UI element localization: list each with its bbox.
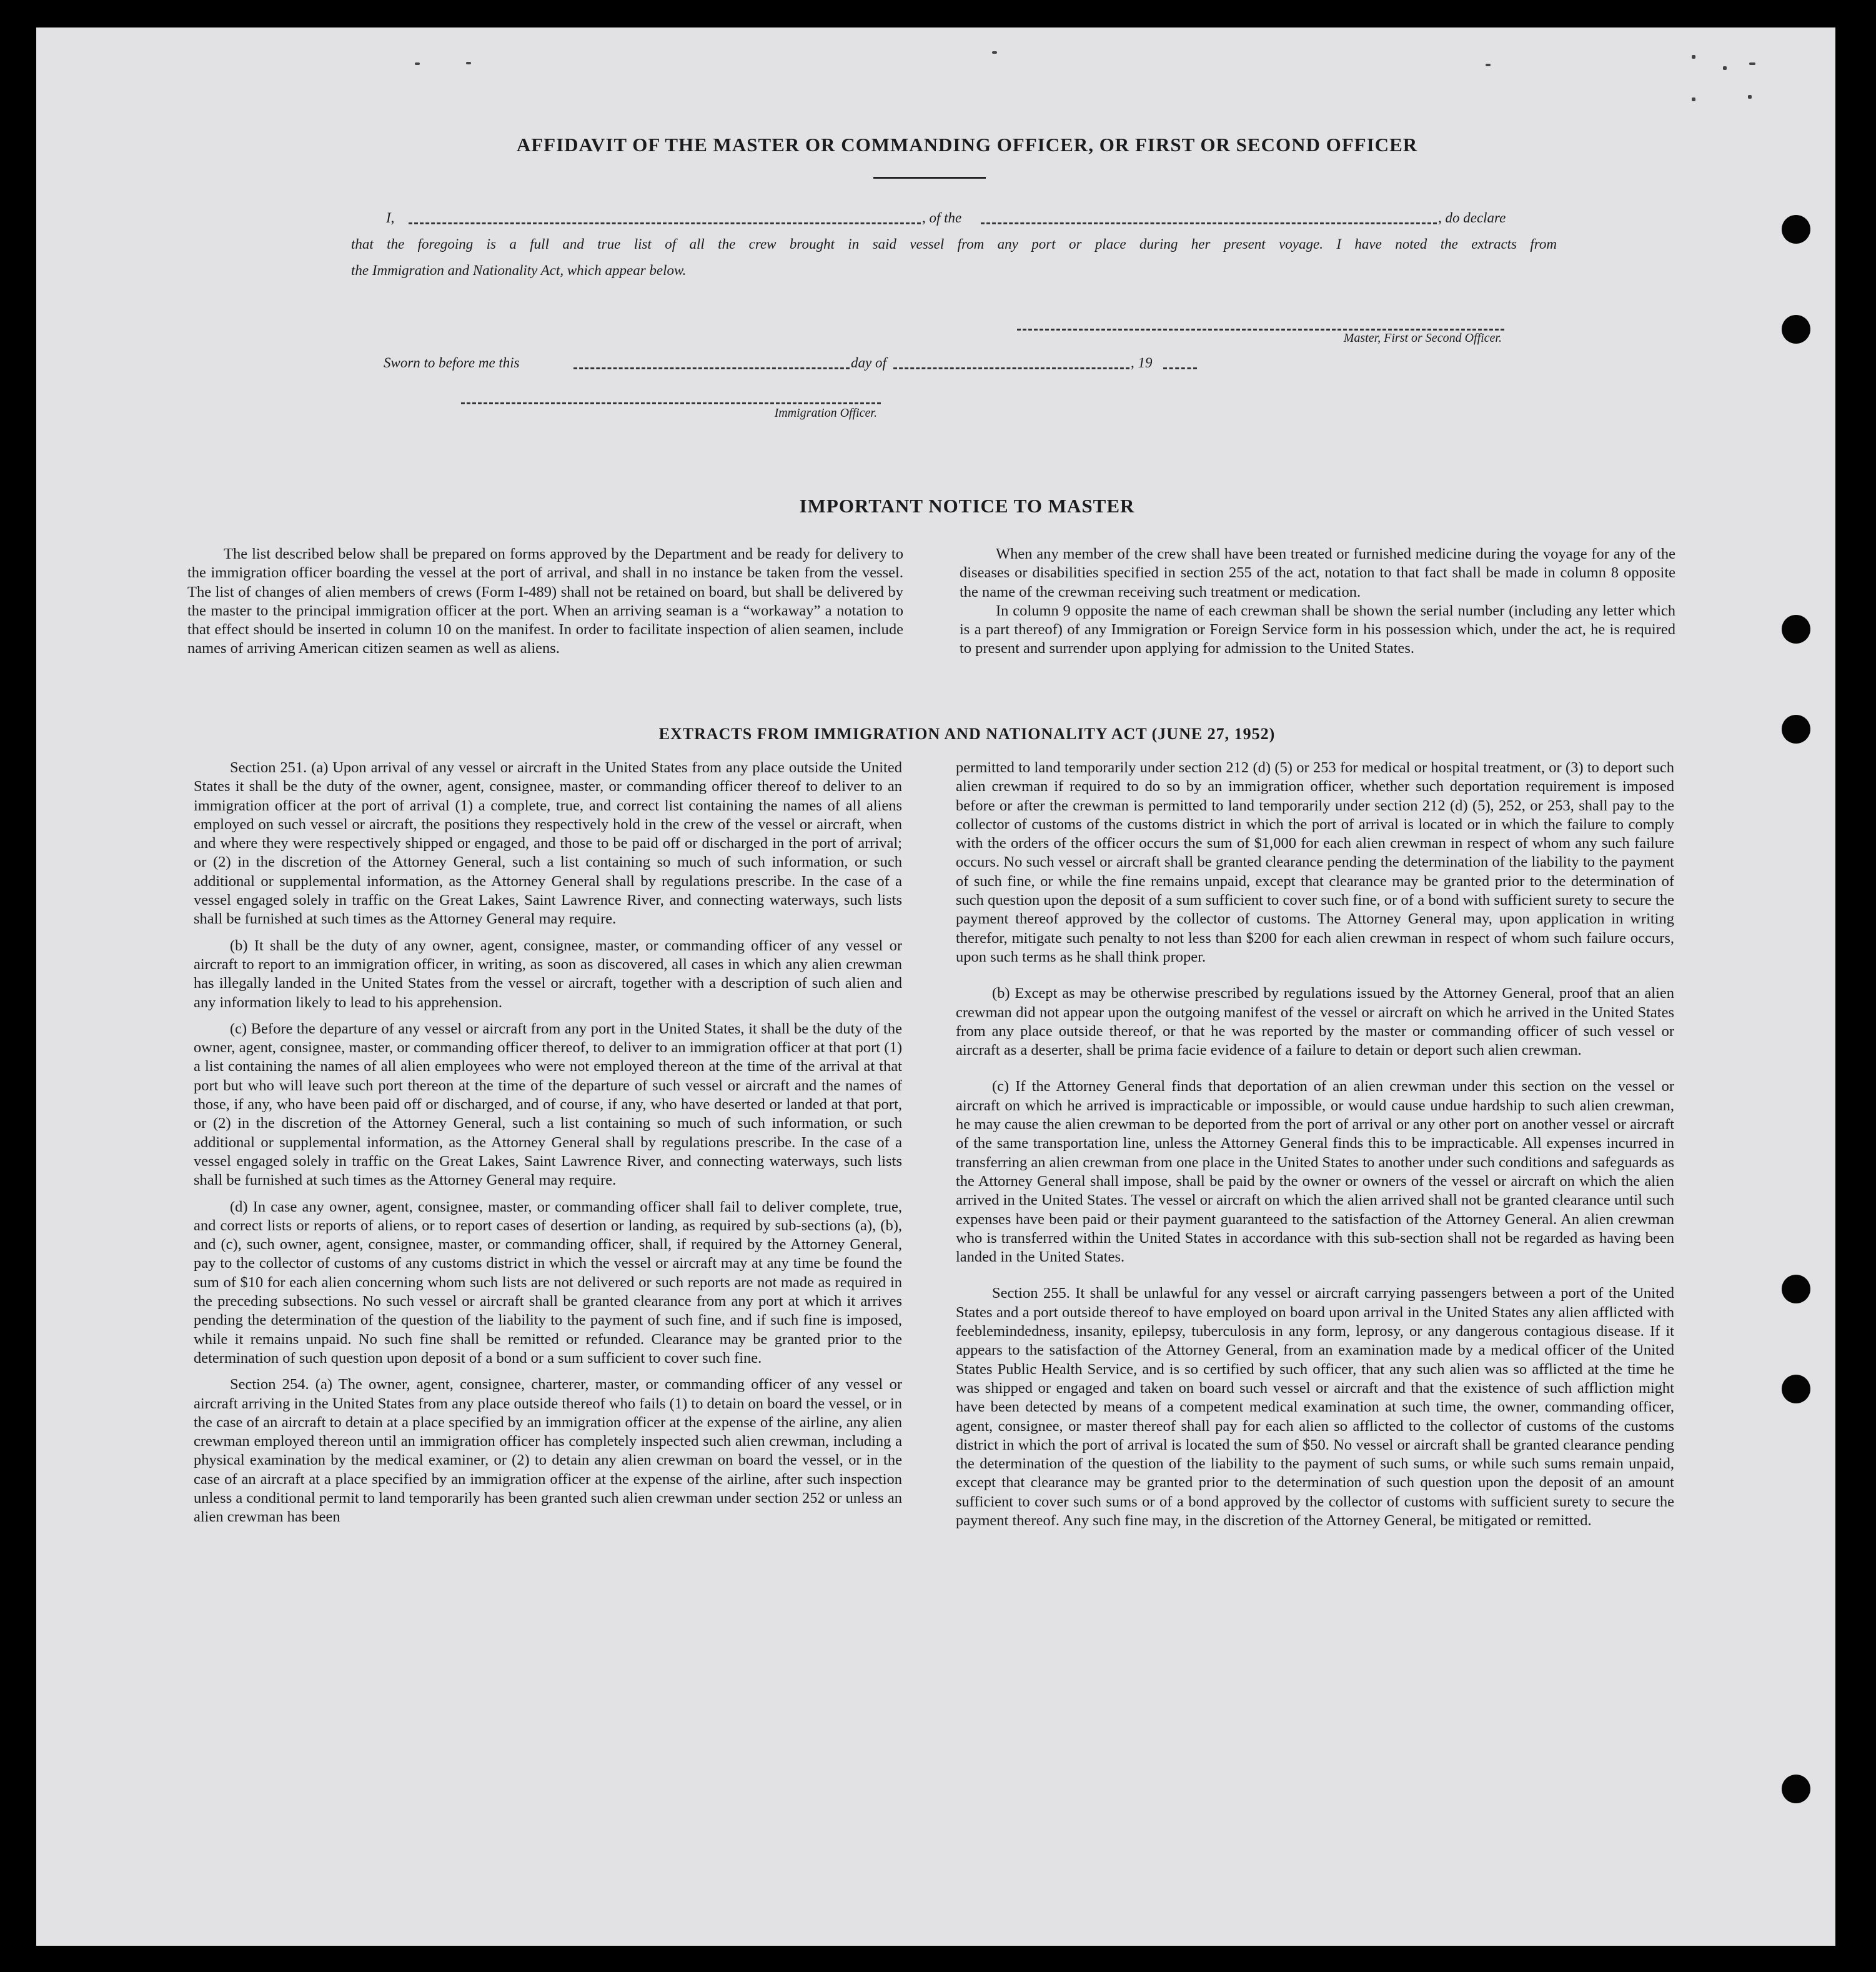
notice-left-column <box>187 545 903 659</box>
sworn-label: Sworn to before me this <box>384 355 520 371</box>
binder-hole <box>1782 1775 1810 1803</box>
notice-left-paragraph: The list described below shall be prepared on forms approved by the Department and be ready for delivery to the immigration officer boarding the vessel at the port of arrival, and shall in no instance be taken from the vessel. The list of changes of alien members of crews (Form I-489) shall not be retained on board, but shall be delivered by the master to the principal immigration officer at the port. When an arriving seaman is a “workaway” a notation to that effect should be inserted in column 10 on the manifest. In order to facilitate inspection of alien seamen, include names of arriving American citizen seamen as well as aliens. <box>187 545 903 657</box>
extracts-title: EXTRACTS FROM IMMIGRATION AND NATIONALITY ACT (JUNE 27, 1952) <box>658 725 1276 743</box>
extracts-right-column <box>956 759 1674 1530</box>
master-signature-label: Master, First or Second Officer. <box>1343 331 1502 345</box>
binder-hole <box>1782 1275 1810 1303</box>
year-label: , 19 <box>1131 355 1153 371</box>
binder-hole <box>1782 215 1810 244</box>
do-declare-label: , do declare <box>1438 210 1506 226</box>
immigration-officer-label: Immigration Officer. <box>774 406 877 420</box>
section-254-b: (b) Except as may be otherwise prescribed by regulations issued by the Attorney General, proof that an alien crewman did not appear upon the outgoing manifest of the vessel or aircraft on which he arrived in the United States from any place outside thereof, or that he was reported by the master or commanding officer of such vessel or aircraft as a deserter, shall be prima facie evidence of a failure to detain or deport such alien crewman. <box>956 985 1674 1059</box>
document-page <box>36 27 1835 1946</box>
scan-speck <box>1749 62 1755 65</box>
scan-speck <box>1486 64 1491 66</box>
scan-speck <box>466 62 471 64</box>
section-255: Section 255. It shall be unlawful for any vessel or aircraft carrying passengers between a port of the United States and a port outside thereof to have employed on board upon arrival in the United States any alien afflicted with feeblemindedness, insanity, epilepsy, tuberculosis in any form, leprosy, or any dangerous contagious disease. If it appears to the satisfaction of the Attorney General, from an examination made by a medical officer of the United States Public Health Service, and is so certified by such officer, that any such alien was so afflicted at the time he was shipped or engaged and taken on board such vessel or aircraft and that the existence of such affliction might have been detected by means of a competent medical examination at such time, the owner, commanding officer, agent, consignee, or master thereof shall pay for each alien so afflicted to the collector of customs of the customs district in which the port of arrival is located the sum of $50. No vessel or aircraft shall be granted clearance pending the determination of the question of the liability to the payment of such sums, or while such sums remain unpaid, except that clearance may be granted prior to the determination of such question upon the deposit of an amount sufficient to cover such sums or of a bond approved by the collector of customs with sufficient surety to secure the payment thereof. Any such fine may, in the discretion of the Attorney General, be mitigated or remitted. <box>956 1285 1674 1529</box>
notice-title: IMPORTANT NOTICE TO MASTER <box>799 495 1135 517</box>
scan-speck <box>1692 97 1695 101</box>
scan-speck <box>992 51 997 54</box>
section-254-a: Section 254. (a) The owner, agent, consignee, charterer, master, or commanding officer of any vessel or aircraft arriving in the United States from any place outside thereof who fails (1) to detain on board the vessel, or in the case of an aircraft to detain at a place specified by an immigration officer at the expense of the airline, any alien crewman employed thereon until an immigration officer has completely inspected such alien crewman, including a physical examination by the medical examiner, or (2) to detain any alien crewman on board the vessel, or in the case of an aircraft at a place specified by an immigration officer at the expense of the airline, after such inspection unless a conditional permit to land temporarily has been granted such alien crewman under section 252 or unless an alien crewman has been <box>194 1376 902 1526</box>
of-the-label: , of the <box>922 210 962 226</box>
affidavit-i-label: I, <box>386 210 395 226</box>
declaration-line-2: the Immigration and Nationality Act, which appear below. <box>351 262 687 278</box>
vessel-name-field[interactable] <box>981 222 1437 224</box>
binder-hole <box>1782 1375 1810 1403</box>
section-251-b: (b) It shall be the duty of any owner, agent, consignee, master, or commanding officer of any vessel or aircraft to report to an immigration officer, in writing, as soon as discovered, all cases in which any alien crewman has illegally landed in the United States from the vessel or aircraft, together with a description of such alien and any information likely to lead to his apprehension. <box>194 937 902 1011</box>
master-signature-field[interactable] <box>1017 329 1504 331</box>
affidavit-title: AFFIDAVIT OF THE MASTER OR COMMANDING OFFICER, OR FIRST OR SECOND OFFICER <box>516 134 1418 156</box>
section-251-c: (c) Before the departure of any vessel or aircraft from any port in the United States, it shall be the duty of the owner, agent, consignee, master, or commanding officer thereof, to deliver to an immigration officer at that port (1) a list containing the names of all alien employees who were not employed thereon at the time of the arrival at that port but who will leave such port thereon at the time of the departure of such vessel or aircraft and the names of those, if any, who have been paid off or discharged, and of course, if any, who have deserted or landed at that port, or (2) in the discretion of the Attorney General, such a list containing so much of such information, or such additional or supplemental information, as the Attorney General shall by regulations prescribe. In the case of a vessel engaged solely in traffic on the Great Lakes, Saint Lawrence River, and connecting waterways, such lists shall be furnished at such times as the Attorney General may require. <box>194 1020 902 1189</box>
master-name-field[interactable] <box>409 222 921 224</box>
section-254-a-continued: permitted to land temporarily under section 212 (d) (5) or 253 for medical or hospital treatment, or (3) to deport such alien crewman if required to do so by an immigration officer, whether such deportation requirement is imposed before or after the crewman is permitted to land temporarily under section 212 (d) (5), 252, or 253, shall pay to the collector of customs of the customs district in which the port of arrival is located or in which the failure to comply with the orders of the officer occurs the sum of $1,000 for each alien crewman in respect of whom any such failure occurs. No such vessel or aircraft shall be granted clearance pending the determination of the liability to the payment of such fine, or while the fine remains unpaid, except that clearance may be granted prior to the determination of such question upon the deposit of a sum sufficient to cover such fine, or of a bond with sufficient surety to secure the payment thereof approved by the collector of customs. The Attorney General may, upon application in writing therefor, mitigate such penalty to not less than $200 for each alien crewman in respect of whom such failure occurs, upon such terms as he shall think proper. <box>956 759 1674 965</box>
day-of-label: day of <box>851 355 886 371</box>
scan-speck <box>1692 55 1695 59</box>
section-251-d: (d) In case any owner, agent, consignee, master, or commanding officer shall fail to deliver complete, true, and correct lists or reports of aliens, or to report cases of desertion or landing, as required by sub-sections (a), (b), and (c), such owner, agent, consignee, master, or commanding officer, shall, if required by the Attorney General, pay to the collector of customs of any customs district in which the vessel or aircraft may at any time be found the sum of $10 for each alien concerning whom such lists are not delivered or such reports are not made as required in the preceding subsections. No such vessel or aircraft shall be granted clearance from any port at which it arrives pending the determination of the question of the liability to the payment of such fine, and if such fine is imposed, while it remains unpaid. No such fine shall be remitted or refunded. Clearance may be granted prior to the determination of such question upon deposit of a bond or a sum sufficient to cover such fine. <box>194 1198 902 1367</box>
sworn-year-field[interactable] <box>1163 367 1197 369</box>
extracts-left-column <box>194 759 902 1527</box>
binder-hole <box>1782 615 1810 644</box>
title-underline <box>873 177 986 179</box>
sworn-day-field[interactable] <box>573 367 850 369</box>
binder-hole <box>1782 315 1810 344</box>
section-254-c: (c) If the Attorney General finds that deportation of an alien crewman under this section on the vessel or aircraft on which he arrived is impracticable or impossible, or would cause undue hardship to such alien crewman, he may cause the alien crewman to be deported from the port of arrival or any other port on another vessel or aircraft of the same transportation line, unless the Attorney General finds this to be impracticable. All expenses incurred in transferring an alien crewman from one place in the United States to another under such conditions and safeguards as the Attorney General shall impose, shall be paid by the owner or owners of the vessel or aircraft on which the alien arrived in the United States. The vessel or aircraft on which the alien arrived shall not be granted clearance until such expenses have been paid or their payment guaranteed to the satisfaction of the Attorney General. An alien crewman who is transferred within the United States in accordance with this sub-section shall not be regarded as having been landed in the United States. <box>956 1078 1674 1266</box>
declaration-line-1: that the foregoing is a full and true list of all the crew brought in said vessel from any port or place during her present voyage. I have noted the extracts from <box>351 236 1557 252</box>
scan-speck <box>415 62 420 65</box>
immigration-officer-signature-field[interactable] <box>461 402 881 404</box>
binder-hole <box>1782 715 1810 744</box>
notice-right-paragraph-1: When any member of the crew shall have been treated or furnished medicine during the voyage for any of the diseases or disabilities specified in section 255 of the act, notation to that fact shall be made in column 8 opposite the name of the crewman receiving such treatment or medication. <box>960 545 1675 600</box>
scan-speck <box>1748 95 1752 99</box>
notice-right-column <box>960 545 1675 659</box>
section-251-a: Section 251. (a) Upon arrival of any vessel or aircraft in the United States from any place outside the United States it shall be the duty of the owner, agent, consignee, master, or commanding officer thereof to deliver to an immigration officer at the port of arrival (1) a complete, true, and correct list containing the names of all aliens employed on such vessel or aircraft, the positions they respectively hold in the crew of the vessel or aircraft, when and where they were respectively shipped or engaged, and those to be paid off or discharged in the port of arrival; or (2) in the discretion of the Attorney General, such a list containing so much of such information, or such additional or supplemental information, as the Attorney General shall by regulations prescribe. In the case of a vessel engaged solely in traffic on the Great Lakes, Saint Lawrence River, and connecting waterways, such lists shall be furnished at such times as the Attorney General may require. <box>194 759 902 928</box>
scan-speck <box>1723 66 1727 70</box>
sworn-month-field[interactable] <box>893 367 1129 369</box>
notice-right-paragraph-2: In column 9 opposite the name of each crewman shall be shown the serial number (including any letter which is a part thereof) of any Immigration or Foreign Service form in his possession which, under the act, he is required to present and surrender upon applying for admission to the United States. <box>960 602 1675 657</box>
